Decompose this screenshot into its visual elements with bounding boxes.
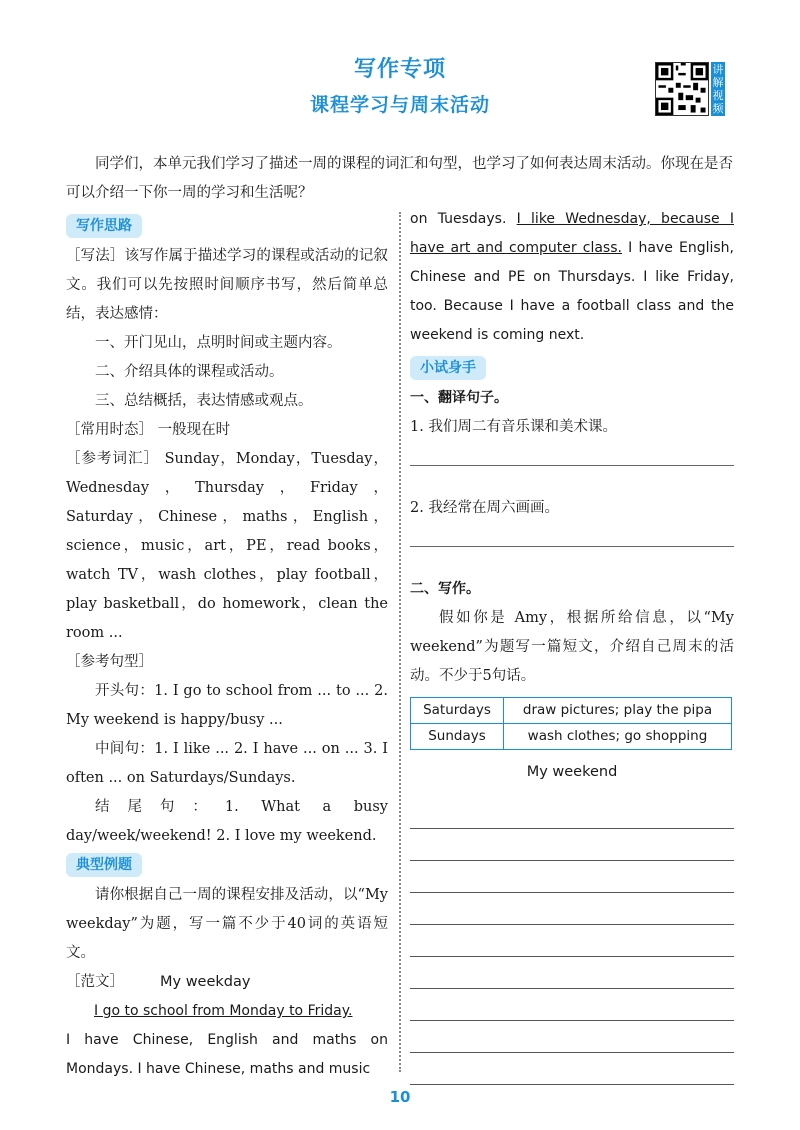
writing-line[interactable] — [410, 861, 734, 893]
example-prompt: 请你根据自己一周的课程安排及活动，以“My weekday”为题，写一篇不少于40词的英语短文。 — [66, 887, 388, 961]
cont-a: on Tuesdays. — [410, 211, 517, 227]
step-3: 三、总结概括，表达情感或观点。 — [95, 393, 313, 409]
model-sentence-1: I go to school from Monday to Friday. — [94, 1003, 353, 1019]
q1-item-2: 2. 我经常在周六画画。 — [410, 500, 559, 516]
page-title: 写作专项 — [353, 57, 446, 82]
page-subtitle: 课程学习与周末活动 — [309, 94, 490, 116]
method-text: 该写作属于描述学习的课程或活动的记叙文。我们可以先按照时间顺序书写，然后简单总结，表达感情： — [66, 248, 389, 322]
info-table — [410, 697, 732, 750]
writing-line[interactable] — [410, 1021, 734, 1053]
writing-line[interactable] — [410, 829, 734, 861]
writing-line[interactable] — [410, 989, 734, 1021]
vocab-paragraph — [66, 445, 388, 648]
table-row — [411, 698, 732, 724]
cont-b: I have English, Chinese and PE on Thursdays. I like Friday, too. Because I have a football class and the weekend is coming next. — [410, 240, 734, 343]
table-cell-day: Sundays — [411, 724, 504, 750]
q2-heading: 二、写作。 — [410, 581, 480, 597]
model-continuation — [410, 205, 734, 350]
answer-line-1[interactable] — [410, 464, 734, 466]
vocab-text: Sunday，Monday，Tuesday，Wednesday，Thursday，Friday，Saturday，Chinese，maths，English，science，music，art，PE，read books，watch TV，wash clothes，play football，play basketball，do homework，clean the room ... — [66, 451, 388, 641]
writing-line[interactable] — [410, 893, 734, 925]
step-2: 二、介绍具体的课程或活动。 — [95, 364, 284, 380]
left-column — [66, 212, 388, 1084]
q2-prompt: 假如你是 Amy，根据所给信息，以“My weekend”为题写一篇短文，介绍自己周末的活动。不少于5句话。 — [410, 610, 734, 684]
writing-line[interactable] — [410, 797, 734, 829]
column-divider — [399, 212, 401, 1072]
table-cell-day: Saturdays — [411, 698, 504, 724]
answer-line-2[interactable] — [410, 545, 734, 547]
middle-sentences: 中间句：1. I like ... 2. I have ... on ... 3. I often ... on Saturdays/Sundays. — [66, 741, 388, 786]
vocab-label: ［参考词汇］ — [66, 451, 159, 467]
writing-line[interactable] — [410, 925, 734, 957]
tag-writing-thinking: 写作思路 — [66, 214, 142, 238]
write-title: My weekend — [526, 764, 618, 780]
method-paragraph — [66, 242, 388, 329]
page-number: 10 — [389, 1088, 411, 1106]
step-1: 一、开门见山，点明时间或主题内容。 — [95, 335, 342, 351]
tense-label: ［常用时态］ — [66, 422, 153, 438]
model-title: My weekday — [160, 974, 251, 990]
model-label: ［范文］ — [66, 974, 124, 990]
writing-line[interactable] — [410, 1053, 734, 1085]
video-label: 讲解视频 — [712, 63, 724, 115]
intro-paragraph: 同学们，本单元我们学习了描述一周的课程的词汇和句型，也学习了如何表达周末活动。你现在是否可以介绍一下你一周的学习和生活呢？ — [66, 156, 733, 201]
qr-code-icon[interactable] — [655, 62, 709, 116]
tag-try: 小试身手 — [410, 356, 486, 380]
q1-item-1: 1. 我们周二有音乐课和美术课。 — [410, 419, 617, 435]
tense-value: 一般现在时 — [157, 422, 231, 438]
table-cell-activity: wash clothes; go shopping — [504, 724, 732, 750]
right-column — [410, 205, 734, 1085]
model-heading — [66, 968, 388, 997]
opening-sentences: 开头句：1. I go to school from ... to ... 2. My weekend is happy/busy ... — [66, 683, 388, 728]
model-sentence-2: I have Chinese, English and maths on Mondays. I have Chinese, maths and music — [66, 1032, 388, 1077]
tense-line — [66, 416, 388, 445]
ending-sentences: 结尾句：1. What a busy day/week/weekend! 2. I love my weekend. — [66, 799, 388, 844]
cont-underlined: I like Wednesday, because I have art and computer class. — [410, 211, 734, 256]
sentence-label: ［参考句型］ — [66, 654, 153, 670]
table-row — [411, 724, 732, 750]
tag-example: 典型例题 — [66, 853, 142, 877]
method-label: ［写法］ — [66, 248, 125, 264]
table-cell-activity: draw pictures; play the pipa — [504, 698, 732, 724]
q1-heading: 一、翻译句子。 — [410, 390, 508, 406]
writing-line[interactable] — [410, 957, 734, 989]
